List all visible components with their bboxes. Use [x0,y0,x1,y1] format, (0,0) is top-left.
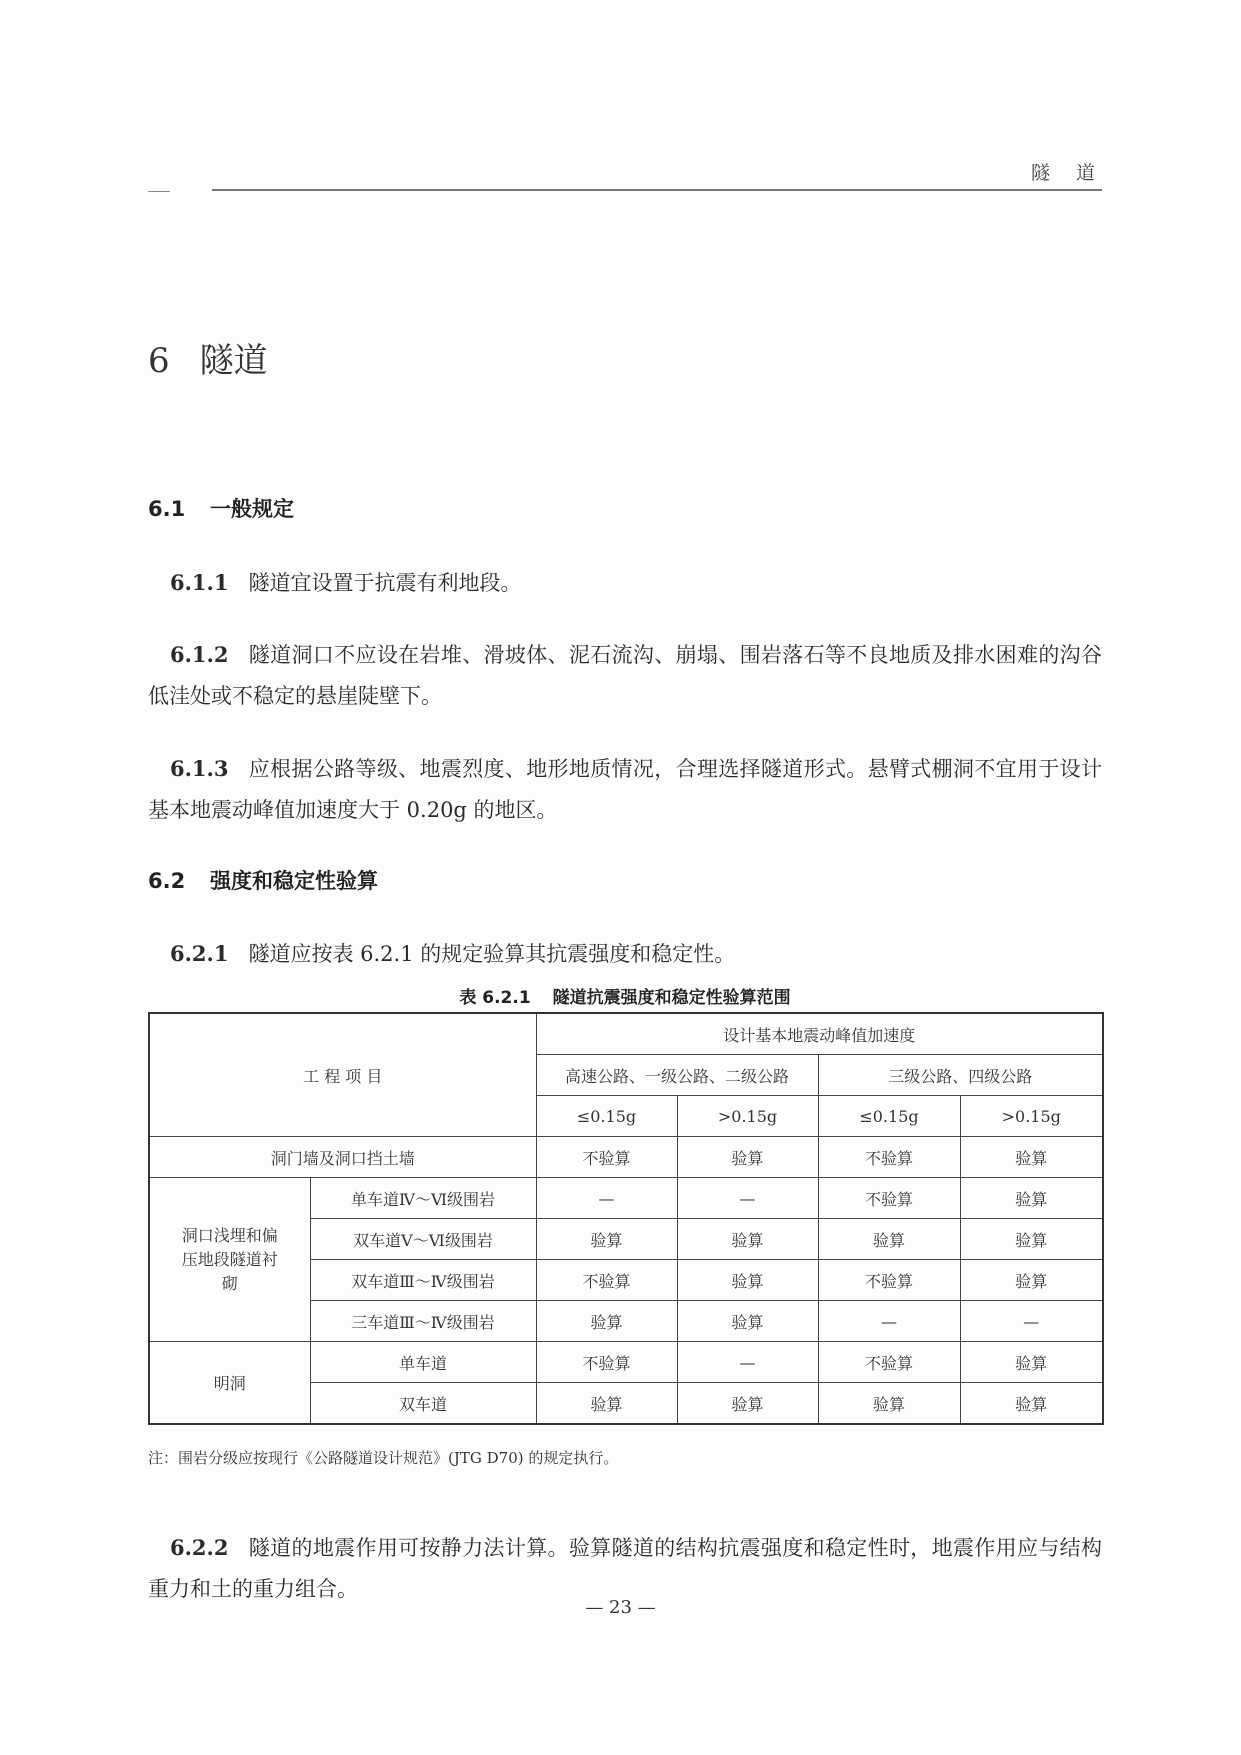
row-label: 双车道Ⅴ～Ⅵ级围岩 [310,1219,536,1260]
section-title: 一般规定 [210,497,294,521]
table-row [149,1342,1103,1383]
clause-number: 6.1.3 [170,756,229,781]
clause-text: 隧道宜设置于抗震有利地段。 [248,571,522,595]
chapter-title [148,333,268,382]
table-cell: — [677,1178,818,1219]
clause-number: 6.2.1 [170,941,229,966]
table-title: 隧道抗震强度和稳定性验算范围 [552,988,791,1008]
table-cell: 不验算 [536,1137,677,1178]
table-cell: 不验算 [818,1260,960,1301]
table-cell: — [960,1301,1103,1342]
chapter-number: 6 [148,341,170,381]
header-group-highway: 高速公路、一级公路、二级公路 [536,1055,818,1096]
group-label-open-cut: 明洞 [149,1342,310,1425]
clause-text: 隧道应按表 6.2.1 的规定验算其抗震强度和稳定性。 [248,942,736,966]
header-rule-short [148,191,170,192]
header-rule [212,189,1102,191]
header-group-low-grade: 三级公路、四级公路 [818,1055,1103,1096]
table-cell: 验算 [960,1383,1103,1425]
table-cell: 验算 [960,1178,1103,1219]
table-cell: 验算 [818,1383,960,1425]
header-gt: >0.15g [960,1096,1103,1137]
clause-text: 隧道的地震作用可按静力法计算。验算隧道的结构抗震强度和稳定性时，地震作用应与结构重力和土的重力组合。 [148,1536,1102,1601]
table-cell: — [677,1342,818,1383]
table-row [149,1178,1103,1219]
chapter-name: 隧道 [199,341,268,381]
table-cell: 验算 [677,1383,818,1425]
table-cell: 验算 [536,1383,677,1425]
table-row [149,1137,1103,1178]
table-cell: 验算 [960,1219,1103,1260]
table-cell: 不验算 [818,1178,960,1219]
table-cell: 验算 [677,1301,818,1342]
row-label: 双车道 [310,1383,536,1425]
table-cell: 不验算 [536,1342,677,1383]
clause-text: 应根据公路等级、地震烈度、地形地质情况，合理选择隧道形式。悬臂式棚洞不宜用于设计基本地震动峰值加速度大于 0.20g 的地区。 [148,757,1102,822]
table-cell: 验算 [960,1137,1103,1178]
header-gt: >0.15g [677,1096,818,1137]
table-cell: 验算 [818,1219,960,1260]
clause-number: 6.1.2 [170,642,229,667]
table-cell: 验算 [677,1137,818,1178]
clause-number: 6.2.2 [170,1535,229,1560]
table-cell: 不验算 [818,1137,960,1178]
clause-6-1-1 [148,562,1102,604]
section-6-2-heading [148,865,378,895]
table-cell: — [536,1178,677,1219]
clause-6-1-2 [148,634,1102,717]
verification-table [148,1012,1104,1425]
header-le: ≤0.15g [536,1096,677,1137]
table-cell: 验算 [960,1260,1103,1301]
table-caption [148,983,1102,1008]
table-number: 表 6.2.1 [459,988,531,1008]
section-6-1-heading [148,493,294,523]
header-accel: 设计基本地震动峰值加速度 [536,1013,1103,1055]
row-label: 单车道 [310,1342,536,1383]
table-cell: 不验算 [536,1260,677,1301]
table-cell: 验算 [536,1301,677,1342]
running-header: 隧道 [1031,162,1122,184]
header-le: ≤0.15g [818,1096,960,1137]
table-cell: 验算 [677,1219,818,1260]
row-label: 双车道Ⅲ～Ⅳ级围岩 [310,1260,536,1301]
table-cell: 验算 [677,1260,818,1301]
table-cell: — [818,1301,960,1342]
clause-text: 隧道洞口不应设在岩堆、滑坡体、泥石流沟、崩塌、围岩落石等不良地质及排水困难的沟谷低洼处或不稳定的悬崖陡壁下。 [148,643,1102,708]
section-number: 6.1 [148,497,186,521]
section-number: 6.2 [148,869,186,893]
row-label: 单车道Ⅳ～Ⅵ级围岩 [310,1178,536,1219]
row-label: 洞门墙及洞口挡土墙 [149,1137,536,1178]
clause-number: 6.1.1 [170,570,229,595]
section-title: 强度和稳定性验算 [210,869,378,893]
header-item: 工 程 项 目 [149,1013,536,1137]
clause-6-2-1 [148,933,1102,975]
page-number: — 23 — [585,1597,656,1618]
table-cell: 验算 [536,1219,677,1260]
table-cell: 验算 [960,1342,1103,1383]
group-label-shallow: 洞口浅埋和偏压地段隧道衬砌 [149,1178,310,1342]
table-note: 注：围岩分级应按现行《公路隧道设计规范》(JTG D70) 的规定执行。 [148,1449,619,1467]
clause-6-1-3 [148,748,1102,831]
table-header-row [149,1013,1103,1055]
table-cell: 不验算 [818,1342,960,1383]
row-label: 三车道Ⅲ～Ⅳ级围岩 [310,1301,536,1342]
